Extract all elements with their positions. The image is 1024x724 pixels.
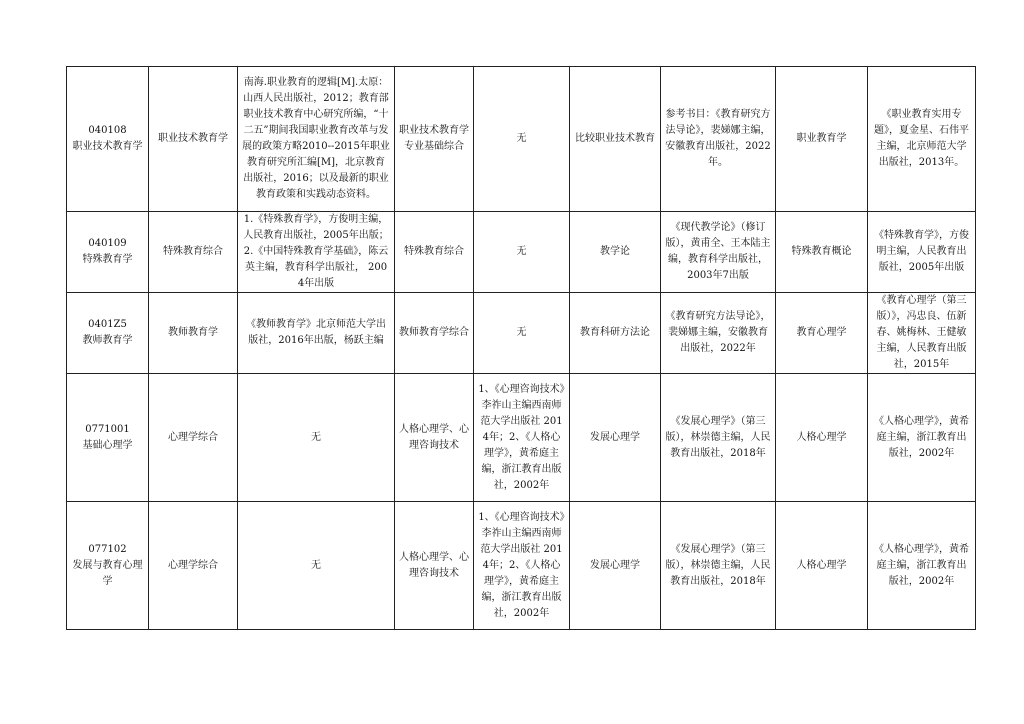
reference-1: 无 bbox=[238, 374, 395, 502]
reference-1: 南海.职业教育的逻辑[M].太原：山西人民出版社，2012；教育部职业技术教育中心研究所编，“十二五”期间我国职业教育改革与发展的政策方略2010--2015年职业教育研究所汇编[M]，北京教育出版社，2016；以及最新的职业教育政策和实践动态资料。 bbox=[238, 67, 395, 212]
exam-subject-4: 特殊教育概论 bbox=[776, 212, 868, 293]
reference-4: 《人格心理学》，黄希庭主编，浙江教育出版社，2002年 bbox=[868, 502, 976, 630]
reference-4: 《职业教育实用专题》，夏金星、石伟平主编，北京师范大学出版社，2013年。 bbox=[868, 67, 976, 212]
table-row bbox=[67, 374, 976, 502]
table-row bbox=[67, 67, 976, 212]
exam-subject-2: 职业技术教育学专业基础综合 bbox=[395, 67, 474, 212]
reference-2: 无 bbox=[474, 67, 570, 212]
reference-3: 《教育研究方法导论》，裴娣娜主编，安徽教育出版社，2022年 bbox=[661, 293, 776, 374]
exam-subject-2: 人格心理学、心理咨询技术 bbox=[395, 374, 474, 502]
major-code: 040109 bbox=[88, 238, 127, 249]
exam-subject-1: 教师教育学 bbox=[149, 293, 238, 374]
major-code: 0401Z5 bbox=[88, 319, 127, 330]
reference-4: 《教育心理学（第三版）》，冯忠良、伍新春、姚梅林、王健敏主编，人民教育出版社，2015年 bbox=[868, 293, 976, 374]
major-cell bbox=[67, 67, 149, 212]
table-row bbox=[67, 502, 976, 630]
major-cell bbox=[67, 374, 149, 502]
reference-2: 1、《心理咨询技术》李祚山主编西南师范大学出版社 2014年；2、《人格心理学》，黄希庭主编，浙江教育出版社，2002年 bbox=[474, 374, 570, 502]
exam-subject-3: 教学论 bbox=[570, 212, 661, 293]
major-name: 基础心理学 bbox=[82, 439, 133, 451]
exam-subject-3: 教育科研方法论 bbox=[570, 293, 661, 374]
reference-4: 《特殊教育学》，方俊明主编，人民教育出版社，2005年出版 bbox=[868, 212, 976, 293]
exam-subject-2: 特殊教育综合 bbox=[395, 212, 474, 293]
major-cell bbox=[67, 293, 149, 374]
exam-subject-1: 职业技术教育学 bbox=[149, 67, 238, 212]
exam-subject-4: 人格心理学 bbox=[776, 502, 868, 630]
reference-2: 1、《心理咨询技术》李祚山主编西南师范大学出版社 2014年；2、《人格心理学》，黄希庭主编，浙江教育出版社，2002年 bbox=[474, 502, 570, 630]
major-name: 发展与教育心理学 bbox=[72, 559, 143, 587]
exam-subject-3: 发展心理学 bbox=[570, 502, 661, 630]
reference-2: 无 bbox=[474, 212, 570, 293]
major-code: 040108 bbox=[88, 125, 127, 136]
exam-subject-4: 职业教育学 bbox=[776, 67, 868, 212]
major-name: 教师教育学 bbox=[82, 335, 133, 346]
exam-subject-1: 心理学综合 bbox=[149, 502, 238, 630]
major-cell bbox=[67, 502, 149, 630]
major-name: 特殊教育学 bbox=[82, 254, 133, 265]
major-code: 077102 bbox=[88, 543, 127, 555]
reference-1: 1.《特殊教育学》，方俊明主编，人民教育出版社，2005年出版；2.《中国特殊教育学基础》，陈云英主编，教育科学出版社， 2004年出版 bbox=[238, 212, 395, 293]
major-cell bbox=[67, 212, 149, 293]
major-name: 职业技术教育学 bbox=[72, 141, 143, 152]
exam-subject-4: 教育心理学 bbox=[776, 293, 868, 374]
exam-subject-1: 心理学综合 bbox=[149, 374, 238, 502]
major-code: 0771001 bbox=[85, 423, 130, 435]
table-row bbox=[67, 293, 976, 374]
table-row bbox=[67, 212, 976, 293]
reference-1: 无 bbox=[238, 502, 395, 630]
reference-4: 《人格心理学》，黄希庭主编，浙江教育出版社，2002年 bbox=[868, 374, 976, 502]
reference-3: 《发展心理学》（第三版），林崇德主编，人民教育出版社，2018年 bbox=[661, 502, 776, 630]
reference-3: 《现代教学论》（修订版），黄甫全、王本陆主编，教育科学出版社， 2003年7出版 bbox=[661, 212, 776, 293]
exam-subject-3: 发展心理学 bbox=[570, 374, 661, 502]
admission-subjects-table bbox=[66, 66, 976, 630]
exam-subject-2: 人格心理学、心理咨询技术 bbox=[395, 502, 474, 630]
reference-1: 《教师教育学》北京师范大学出版社，2016年出版，杨跃主编 bbox=[238, 293, 395, 374]
exam-subject-3: 比较职业技术教育 bbox=[570, 67, 661, 212]
exam-subject-2: 教师教育学综合 bbox=[395, 293, 474, 374]
exam-subject-1: 特殊教育综合 bbox=[149, 212, 238, 293]
reference-3: 《发展心理学》（第三版），林崇德主编，人民教育出版社，2018年 bbox=[661, 374, 776, 502]
reference-3: 参考书目：《教育研究方法导论》，裴娣娜主编，安徽教育出版社，2022年。 bbox=[661, 67, 776, 212]
exam-subject-4: 人格心理学 bbox=[776, 374, 868, 502]
reference-2: 无 bbox=[474, 293, 570, 374]
